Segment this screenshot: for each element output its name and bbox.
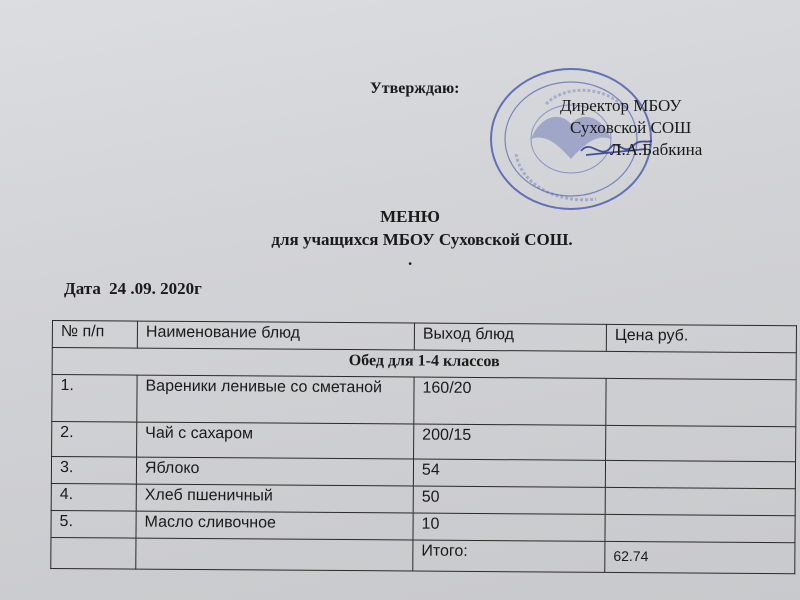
header-portion: Выход блюд <box>414 323 606 351</box>
approval-label: Утверждаю: <box>370 80 460 97</box>
row-portion: 200/15 <box>414 424 606 460</box>
row-price <box>605 487 795 515</box>
row-portion: 10 <box>413 513 605 541</box>
row-price <box>606 425 796 461</box>
date-line <box>64 279 202 299</box>
total-value: 62.74 <box>605 541 795 573</box>
row-portion: 54 <box>413 459 605 487</box>
total-empty-cell <box>51 537 136 569</box>
row-price <box>605 514 795 542</box>
total-empty-cell <box>136 538 413 571</box>
table-row <box>52 375 796 427</box>
director-title-line-1: Директор МБОУ <box>560 96 682 115</box>
table-row <box>52 422 796 462</box>
subtitle-dot: . <box>408 250 413 269</box>
row-price <box>606 378 796 426</box>
director-title-line-2: Суховской СОШ <box>570 118 692 137</box>
header-dish-name: Наименование блюд <box>137 321 414 350</box>
row-portion: 160/20 <box>414 377 606 425</box>
row-number: 1. <box>52 375 137 423</box>
menu-table <box>50 320 797 574</box>
row-number: 4. <box>51 483 136 511</box>
director-name: Л.А.Бабкина <box>610 140 703 159</box>
row-dish-name: Яблоко <box>136 457 413 486</box>
header-number: № п/п <box>52 321 137 349</box>
menu-subtitle: для учащихся МБОУ Суховской СОШ. <box>271 230 573 249</box>
row-dish-name: Вареники ленивые со сметаной <box>137 375 414 424</box>
row-number: 3. <box>51 457 136 485</box>
date-value: 24 .09. 2020г <box>109 279 202 298</box>
date-label: Дата <box>64 279 101 298</box>
row-price <box>605 460 795 488</box>
row-number: 2. <box>52 422 137 458</box>
row-dish-name: Масло сливочное <box>136 511 413 540</box>
menu-title: МЕНЮ <box>380 207 440 226</box>
director-block <box>560 95 702 161</box>
row-portion: 50 <box>413 486 605 514</box>
section-title: Обед для 1-4 классов <box>52 348 796 380</box>
total-label: Итого: <box>413 540 605 572</box>
row-dish-name: Чай с сахаром <box>137 422 414 459</box>
row-dish-name: Хлеб пшеничный <box>136 484 413 513</box>
header-price: Цена руб. <box>606 324 796 352</box>
total-row <box>51 537 795 573</box>
row-number: 5. <box>51 510 136 538</box>
